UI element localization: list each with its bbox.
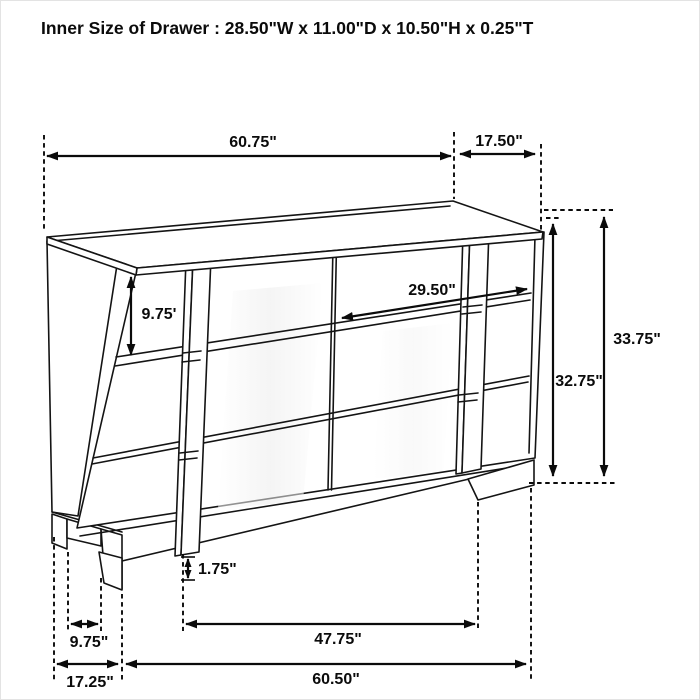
label-body-height: 32.75" (555, 373, 603, 390)
dresser-wireframe (47, 201, 544, 590)
drawer-shading-2 (373, 323, 453, 479)
label-top-depth: 17.50" (475, 133, 523, 150)
dresser-dimension-drawing (1, 1, 699, 699)
drawing-title: Inner Size of Drawer : 28.50"W x 11.00"D x 10.50"H x 0.25"T (41, 18, 534, 38)
label-side-leg-gap: 9.75" (69, 634, 109, 651)
dresser-front-left-leg (99, 552, 122, 590)
label-top-drawer-height: 9.75' (141, 306, 177, 323)
label-base-clearance: 1.75" (198, 561, 237, 578)
label-inner-base-width: 47.75" (314, 631, 362, 648)
label-side-depth: 17.25" (66, 674, 114, 691)
label-top-width: 60.75" (229, 134, 277, 151)
dresser-back-left-leg (52, 514, 67, 549)
label-overall-height: 33.75" (613, 331, 661, 348)
label-drawer-inner-width: 29.50" (408, 282, 456, 299)
label-base-width: 60.50" (312, 671, 360, 688)
